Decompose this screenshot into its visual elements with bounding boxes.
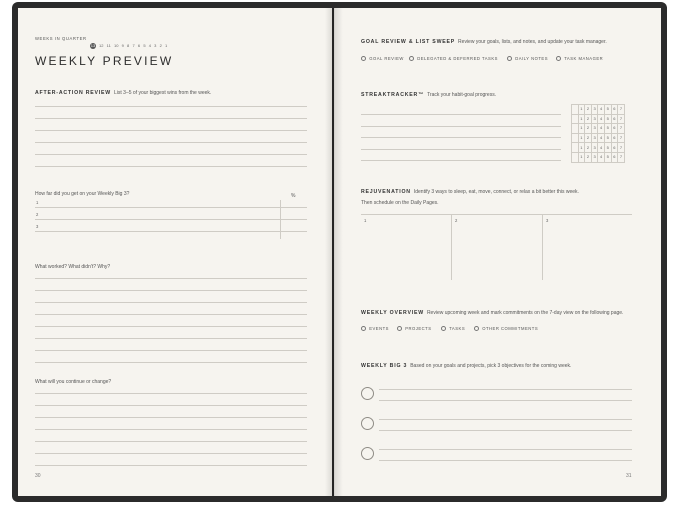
writing-line: [35, 465, 307, 466]
rejuvenation-divider-1: [451, 214, 452, 280]
streak-day-cell[interactable]: 4: [598, 105, 605, 115]
streak-habit-cell[interactable]: [572, 114, 579, 124]
streak-day-cell[interactable]: 4: [598, 143, 605, 153]
big3-row-line: [35, 231, 307, 232]
week-number: 10: [113, 43, 119, 48]
streak-day-cell[interactable]: 5: [604, 105, 611, 115]
streak-day-cell[interactable]: 2: [585, 133, 592, 143]
rejuvenation-col-1: 1: [364, 218, 367, 223]
weeks-in-quarter-tracker: [90, 34, 170, 52]
big3-objective-2-line-b: [379, 430, 632, 431]
after-action-review-label: AFTER-ACTION REVIEW: [35, 90, 112, 96]
writing-line: [35, 118, 307, 119]
streak-day-cell[interactable]: 5: [604, 133, 611, 143]
book-spine-shadow: [325, 8, 343, 496]
big3-objective-3-circle[interactable]: [361, 447, 374, 460]
streak-day-cell[interactable]: 4: [598, 124, 605, 134]
week-number: 8: [127, 43, 130, 48]
week-number: 5: [143, 43, 146, 48]
streak-day-cell[interactable]: 6: [611, 133, 618, 143]
streak-row: [572, 124, 625, 134]
circle-checkbox-icon: [556, 56, 561, 61]
page-title: WEEKLY PREVIEW: [35, 54, 174, 68]
circle-checkbox-icon: [507, 56, 512, 61]
streak-day-cell[interactable]: 6: [611, 143, 618, 153]
streak-habit-cell[interactable]: [572, 143, 579, 153]
streak-day-cell[interactable]: 2: [585, 124, 592, 134]
streak-row: [572, 143, 625, 153]
big3-objective-3-line-a: [379, 449, 632, 450]
writing-line: [35, 314, 307, 315]
writing-line: [35, 429, 307, 430]
habit-line: [361, 126, 561, 127]
streak-day-cell[interactable]: 4: [598, 114, 605, 124]
writing-line: [35, 393, 307, 394]
streak-day-cell[interactable]: 3: [591, 143, 598, 153]
big3-row-number: 2: [36, 212, 39, 217]
writing-line: [35, 154, 307, 155]
writing-line: [35, 326, 307, 327]
goal-review-heading: [361, 39, 607, 45]
weekly-big3-heading: [361, 363, 571, 369]
page-number-left: 30: [35, 473, 41, 479]
rejuvenation-description: Identify 3 ways to sleep, eat, move, connect, or relax a bit better this week.: [413, 189, 579, 195]
what-worked-question: What worked? What didn't? Why?: [35, 264, 111, 270]
weekly-big3-label: WEEKLY BIG 3: [361, 363, 408, 369]
week-number: 13: [90, 43, 96, 48]
writing-line: [35, 453, 307, 454]
projects-checkbox[interactable]: PROJECTS: [397, 326, 432, 331]
streak-day-cell[interactable]: 3: [591, 105, 598, 115]
week-number: 3: [154, 43, 157, 48]
streak-habit-cell[interactable]: [572, 152, 579, 162]
streak-day-cell[interactable]: 5: [604, 152, 611, 162]
rejuvenation-col-2: 2: [455, 218, 458, 223]
streak-day-cell[interactable]: 2: [585, 143, 592, 153]
goal-review-label: GOAL REVIEW & LIST SWEEP: [361, 39, 456, 45]
writing-line: [35, 350, 307, 351]
after-action-review-heading: [35, 90, 211, 96]
streak-habit-cell[interactable]: [572, 133, 579, 143]
writing-line: [35, 405, 307, 406]
task-manager-checkbox[interactable]: TASK MANAGER: [556, 56, 603, 61]
percent-symbol: %: [291, 193, 296, 199]
streak-day-cell[interactable]: 1: [578, 133, 585, 143]
writing-line: [35, 338, 307, 339]
goal-review-checkbox[interactable]: GOAL REVIEW: [361, 56, 404, 61]
big3-objective-3-line-b: [379, 460, 632, 461]
writing-line: [35, 142, 307, 143]
habit-line: [361, 114, 561, 115]
streak-day-cell[interactable]: 2: [585, 105, 592, 115]
writing-line: [35, 302, 307, 303]
goal-review-description: Review your goals, lists, and notes, and update your task manager.: [458, 39, 607, 45]
continue-change-question: What will you continue or change?: [35, 379, 112, 385]
streak-row: [572, 133, 625, 143]
after-action-review-description: List 3–5 of your biggest wins from the week.: [114, 90, 212, 96]
daily-notes-checkbox[interactable]: DAILY NOTES: [507, 56, 548, 61]
streak-day-cell[interactable]: 1: [578, 152, 585, 162]
writing-line: [35, 362, 307, 363]
streak-day-cell[interactable]: 7: [618, 114, 625, 124]
streak-day-cell[interactable]: 3: [591, 152, 598, 162]
writing-line: [35, 417, 307, 418]
rejuvenation-col-3: 3: [546, 218, 549, 223]
weekly-overview-label: WEEKLY OVERVIEW: [361, 310, 424, 316]
rejuvenation-top-border: [361, 214, 632, 215]
big3-objective-1-line-a: [379, 389, 632, 390]
weekly-overview-heading: [361, 310, 623, 316]
streak-row: [572, 152, 625, 162]
weekly-big3-description: Based on your goals and projects, pick 3 objectives for the coming week.: [410, 363, 572, 369]
streak-day-cell[interactable]: 4: [598, 152, 605, 162]
week-number: 6: [137, 43, 141, 48]
tasks-checkbox[interactable]: TASKS: [441, 326, 465, 331]
rejuvenation-divider-2: [542, 214, 543, 280]
streak-day-cell[interactable]: 2: [585, 114, 592, 124]
circle-checkbox-icon: [361, 56, 366, 61]
big3-row-number: 3: [36, 224, 39, 229]
streak-row: [572, 114, 625, 124]
streaktracker-grid: [571, 104, 625, 163]
streak-day-cell[interactable]: 5: [604, 124, 611, 134]
delegated-deferred-checkbox[interactable]: DELEGATED & DEFERRED TASKS: [409, 56, 498, 61]
circle-checkbox-icon: [474, 326, 479, 331]
week-number: 7: [132, 43, 135, 48]
right-page: [334, 8, 661, 496]
circle-checkbox-icon: [397, 326, 402, 331]
streak-day-cell[interactable]: 7: [618, 143, 625, 153]
events-checkbox[interactable]: EVENTS: [361, 326, 389, 331]
weekly-overview-description: Review upcoming week and mark commitments on the 7-day view on the following page.: [426, 310, 624, 316]
streak-habit-cell[interactable]: [572, 105, 579, 115]
rejuvenation-description-2: Then schedule on the Daily Pages.: [361, 200, 439, 206]
writing-line: [35, 166, 307, 167]
writing-line: [35, 278, 307, 279]
streak-day-cell[interactable]: 2: [585, 152, 592, 162]
streak-row: [572, 105, 625, 115]
streak-day-cell[interactable]: 6: [611, 105, 618, 115]
streak-habit-cell[interactable]: [572, 124, 579, 134]
left-page: [18, 8, 332, 496]
streak-day-cell[interactable]: 3: [591, 124, 598, 134]
streak-day-cell[interactable]: 6: [611, 124, 618, 134]
weeks-in-quarter-label: WEEKS IN QUARTER: [35, 36, 87, 41]
big3-objective-1-line-b: [379, 400, 632, 401]
rejuvenation-label: REJUVENATION: [361, 189, 411, 195]
circle-checkbox-icon: [409, 56, 414, 61]
writing-line: [35, 130, 307, 131]
writing-line: [35, 290, 307, 291]
week-number: 11: [106, 43, 111, 48]
other-commitments-checkbox[interactable]: OTHER COMMITMENTS: [474, 326, 538, 331]
streak-day-cell[interactable]: 1: [578, 143, 585, 153]
habit-line: [361, 149, 561, 150]
habit-line: [361, 160, 561, 161]
streak-day-cell[interactable]: 5: [604, 143, 611, 153]
big3-objective-1-circle[interactable]: [361, 387, 374, 400]
streaktracker-label: STREAKTRACKER™: [361, 92, 425, 98]
streak-day-cell[interactable]: 4: [598, 133, 605, 143]
streak-day-cell[interactable]: 7: [618, 124, 625, 134]
streak-day-cell[interactable]: 3: [591, 114, 598, 124]
week-number: 2: [159, 43, 162, 48]
big3-row-number: 1: [36, 200, 39, 205]
streak-day-cell[interactable]: 7: [618, 105, 625, 115]
habit-line: [361, 137, 561, 138]
streaktracker-description: Track your habit-goal progress.: [427, 92, 497, 98]
rejuvenation-heading: [361, 189, 579, 195]
week-number: 9: [121, 43, 124, 48]
streak-day-cell[interactable]: 1: [578, 105, 585, 115]
page-number-right: 31: [626, 473, 632, 479]
circle-checkbox-icon: [361, 326, 366, 331]
big3-progress-question: How far did you get on your Weekly Big 3?: [35, 191, 130, 197]
streak-day-cell[interactable]: 7: [618, 133, 625, 143]
week-number: 1: [165, 43, 168, 48]
week-number: 12: [99, 43, 104, 48]
big3-objective-2-line-a: [379, 419, 632, 420]
streak-day-cell[interactable]: 6: [611, 152, 618, 162]
circle-checkbox-icon: [441, 326, 446, 331]
streak-day-cell[interactable]: 5: [604, 114, 611, 124]
streak-day-cell[interactable]: 7: [618, 152, 625, 162]
writing-line: [35, 106, 307, 107]
streaktracker-heading: [361, 92, 496, 98]
big3-row-line: [35, 219, 307, 220]
big3-row-line: [35, 207, 307, 208]
streak-day-cell[interactable]: 1: [578, 114, 585, 124]
streak-day-cell[interactable]: 6: [611, 114, 618, 124]
streak-day-cell[interactable]: 3: [591, 133, 598, 143]
big3-objective-2-circle[interactable]: [361, 417, 374, 430]
streak-day-cell[interactable]: 1: [578, 124, 585, 134]
week-number: 4: [148, 43, 151, 48]
writing-line: [35, 441, 307, 442]
